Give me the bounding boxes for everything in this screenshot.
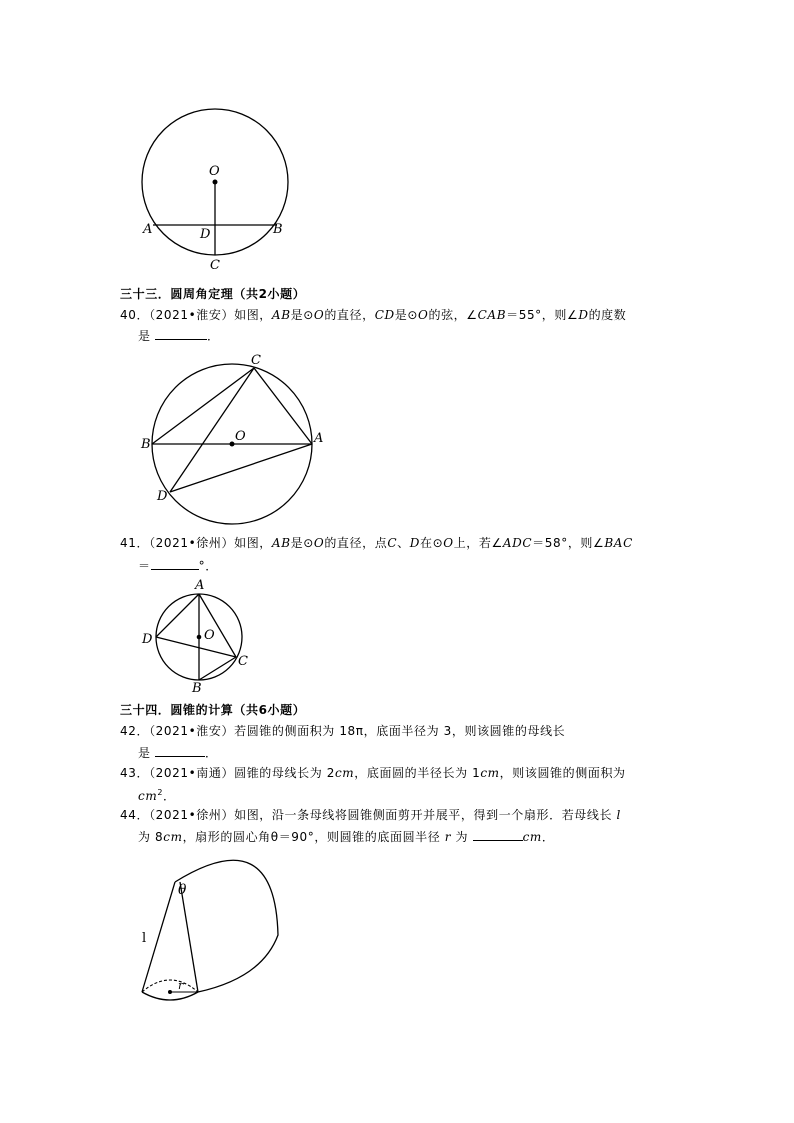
segment-ac [199, 594, 236, 657]
segment-bc [199, 657, 236, 680]
q44-text-a: 如图，沿一条母线将圆锥侧面剪开并展平，得到一个扇形．若母线长 [234, 808, 617, 822]
q43-number: 43． [120, 766, 150, 780]
segment-da [170, 444, 312, 492]
q40-text-g: 的度数 [588, 308, 627, 322]
q40-text-a: 如图， [234, 308, 272, 322]
q41-adc: ADC [502, 536, 533, 550]
base-center-point [168, 990, 172, 994]
q40-o1: O [313, 308, 325, 322]
label-l: l [142, 931, 147, 946]
q40-text-d: 是⊙ [394, 308, 419, 322]
q41-o1: O [313, 536, 325, 550]
section-title-34: 三十四．圆锥的计算（共6小题） [120, 703, 306, 717]
q41-d: D [409, 536, 420, 550]
answer-blank-41[interactable] [151, 557, 199, 570]
q40-o2: O [418, 308, 429, 322]
q40-ab: AB [271, 308, 291, 322]
q41-c: C [387, 536, 398, 550]
sector-arc [175, 860, 278, 992]
q40-text-c: 的直径， [324, 308, 375, 322]
label-o: O [209, 164, 221, 179]
q44-r: r [444, 830, 452, 844]
label-a: A [314, 431, 324, 446]
q43-text-b: ，底面圆的半径长为 1 [354, 766, 481, 780]
q41-sep: 、 [397, 536, 410, 550]
q42-text: 若圆锥的侧面积为 18π，底面半径为 3，则该圆锥的母线长 [234, 724, 566, 738]
q44-cm2: cm [522, 830, 542, 844]
q41-ab: AB [271, 536, 291, 550]
q42-line2-a: 是 [138, 746, 151, 760]
figure-circle-chord [120, 90, 320, 280]
figure-44-cone-sector [130, 845, 290, 1015]
question-42-line1 [120, 723, 565, 739]
q44-l: l [616, 808, 621, 822]
label-o: O [204, 628, 216, 643]
q42-line2-end: ． [205, 746, 218, 760]
q41-number: 41． [120, 536, 150, 550]
q41-text-e: 上，若∠ [453, 536, 503, 550]
question-40-line2 [138, 327, 220, 344]
label-o: O [235, 429, 247, 444]
q44-cm1: cm [163, 830, 183, 844]
q40-d: D [578, 308, 589, 322]
q41-line2-a: ＝ [138, 559, 151, 573]
q40-text-f: ＝55°，则∠ [506, 308, 579, 322]
q44-line2-b: ，扇形的圆心角θ＝90°，则圆锥的底面圆半径 [182, 830, 445, 844]
q42-source: （2021•淮安） [149, 724, 235, 738]
q41-line2-end: °． [198, 559, 218, 573]
q44-number: 44． [120, 808, 150, 822]
q40-line2-end: ． [207, 329, 220, 343]
center-point [230, 442, 235, 447]
question-41-line1 [120, 535, 633, 551]
section-title-33: 三十三．圆周角定理（共2小题） [120, 287, 306, 301]
q43-cm1: cm [334, 766, 355, 780]
label-b: B [273, 222, 284, 237]
question-41-line2 [138, 557, 218, 574]
question-40-line1 [120, 307, 626, 323]
cone-left-slant [142, 882, 175, 992]
q44-source: （2021•徐州） [149, 808, 235, 822]
q43-unit: cm [138, 789, 158, 803]
q41-bac: BAC [604, 536, 633, 550]
q44-line2-a: 为 8 [138, 830, 164, 844]
answer-blank-44[interactable] [473, 828, 523, 841]
answer-blank-40[interactable] [155, 327, 207, 340]
label-a: A [195, 578, 205, 593]
label-a: A [143, 222, 153, 237]
label-d: D [142, 632, 154, 647]
label-d: D [157, 489, 169, 504]
q43-text-c: ，则该圆锥的侧面积为 [499, 766, 626, 780]
q41-o2: O [443, 536, 454, 550]
q43-source: （2021•南通） [149, 766, 235, 780]
label-theta: θ [178, 882, 188, 898]
label-r: r [178, 979, 184, 992]
q41-source: （2021•徐州） [149, 536, 235, 550]
q41-text-f: ＝58°，则∠ [532, 536, 605, 550]
q40-cab: CAB [477, 308, 507, 322]
q42-number: 42． [120, 724, 150, 738]
q40-text-e: 的弦，∠ [428, 308, 478, 322]
q43-text-a: 圆锥的母线长为 2 [234, 766, 335, 780]
q41-text-c: 的直径，点 [324, 536, 388, 550]
question-43-line2 [138, 785, 176, 804]
question-44-line1 [120, 807, 621, 823]
segment-ca [254, 368, 312, 444]
center-point [197, 635, 202, 640]
q40-number: 40． [120, 308, 150, 322]
q40-source: （2021•淮安） [149, 308, 235, 322]
q41-text-d: 在⊙ [419, 536, 444, 550]
q41-text-a: 如图， [234, 536, 272, 550]
q40-text-b: 是⊙ [290, 308, 314, 322]
question-43-line1 [120, 765, 626, 781]
label-c: C [251, 353, 262, 368]
q43-unit-sup: 2 [157, 788, 164, 797]
label-b: B [141, 437, 152, 452]
center-point [213, 180, 218, 185]
q43-line2-end: ． [163, 789, 176, 803]
answer-blank-42[interactable] [155, 744, 205, 757]
question-44-line2 [138, 828, 555, 845]
label-c: C [210, 258, 221, 273]
segment-dc [156, 637, 236, 657]
cone-right-slant [180, 882, 198, 992]
question-42-line2 [138, 744, 218, 761]
q44-line2-c: 为 [451, 830, 473, 844]
q41-text-b: 是⊙ [290, 536, 314, 550]
q44-line2-end: ． [541, 830, 555, 844]
label-c: C [238, 654, 249, 669]
label-b: B [192, 681, 203, 696]
q43-cm2: cm [480, 766, 500, 780]
q40-line2-a: 是 [138, 329, 151, 343]
q40-cd: CD [374, 308, 395, 322]
label-d: D [200, 227, 212, 242]
